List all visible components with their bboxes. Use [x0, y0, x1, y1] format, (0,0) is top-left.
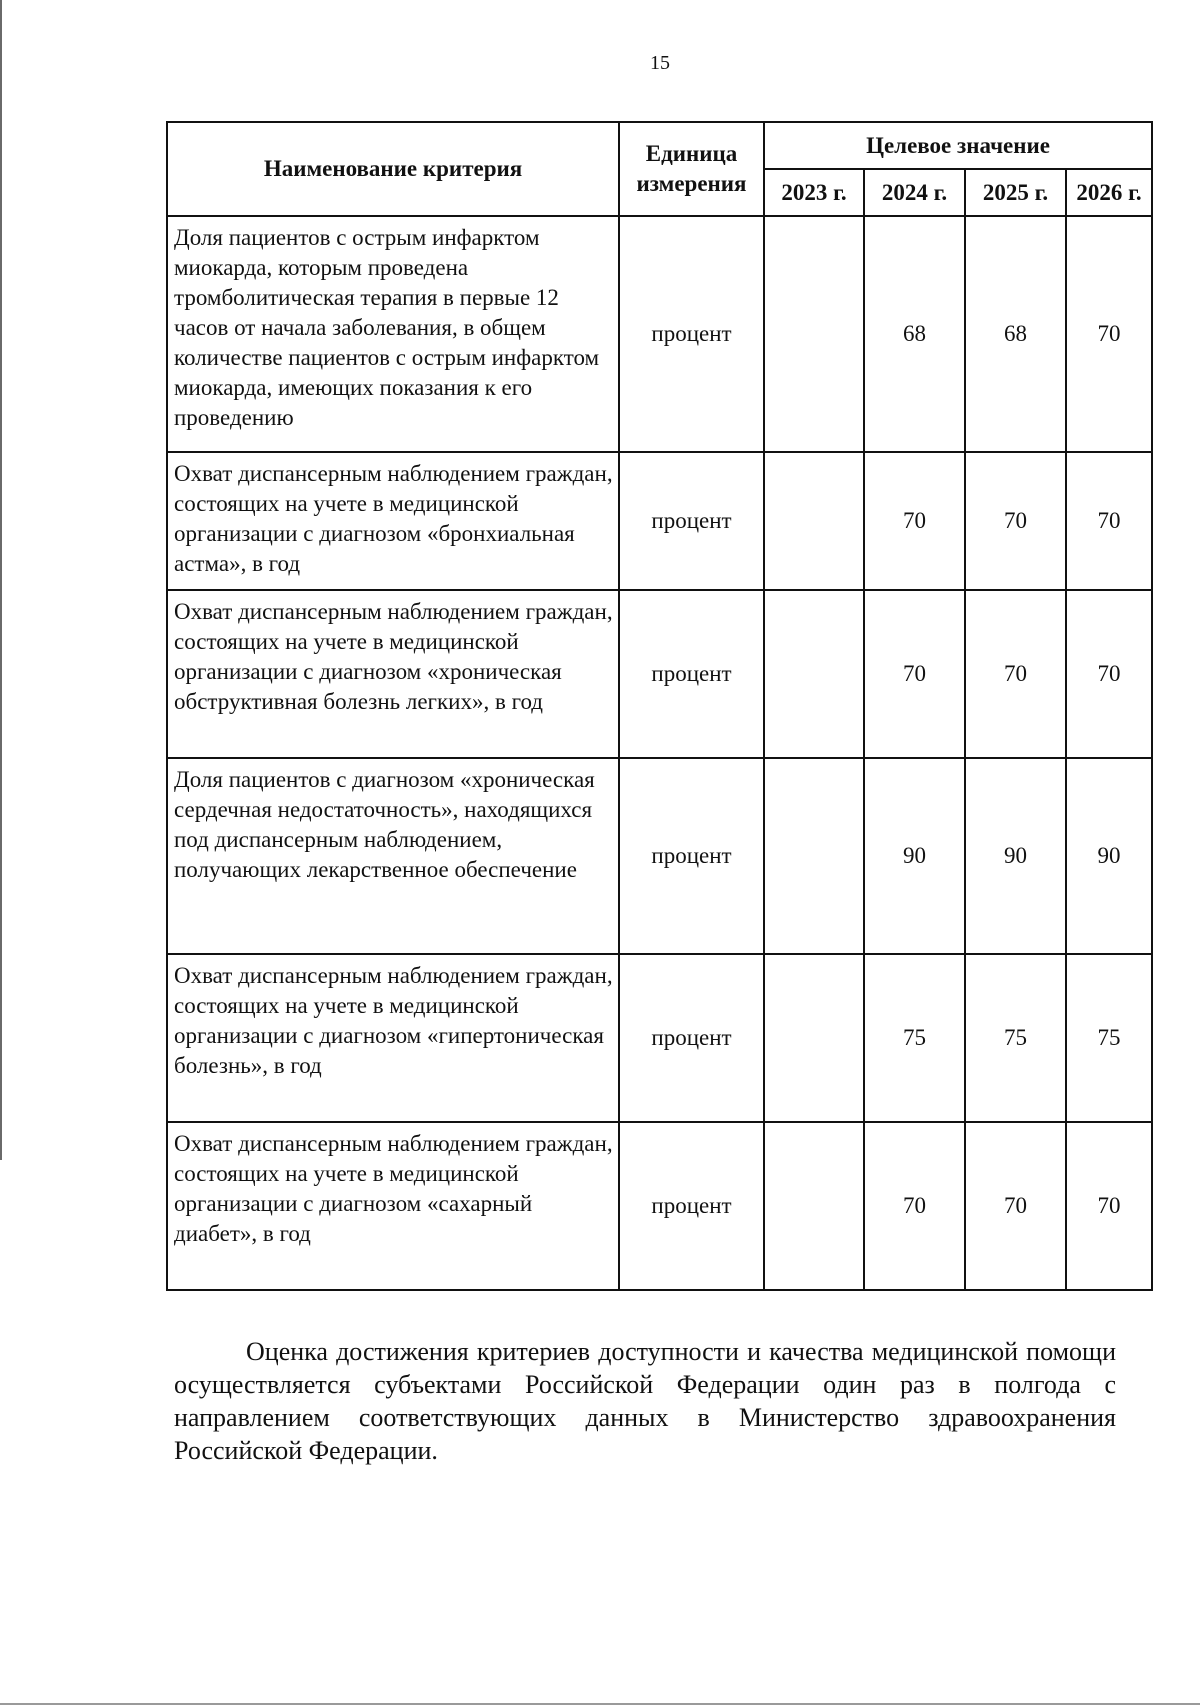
header-unit: Единица измерения [619, 122, 764, 216]
value-2026: 70 [1066, 590, 1152, 758]
table-row [167, 758, 1152, 954]
value-2023 [764, 954, 864, 1122]
value-2026: 70 [1066, 1122, 1152, 1290]
value-2025: 70 [965, 1122, 1066, 1290]
table-row [167, 954, 1152, 1122]
criterion-unit: процент [619, 590, 764, 758]
table-row [167, 590, 1152, 758]
criterion-name: Охват диспансерным наблюдением граждан, состоящих на учете в медицинской организации с диагнозом «хроническая обструктивная болезнь легких», в год [167, 590, 619, 758]
value-2024: 75 [864, 954, 965, 1122]
table-row [167, 1122, 1152, 1290]
criterion-unit: процент [619, 452, 764, 590]
value-2025: 68 [965, 216, 1066, 452]
value-2025: 75 [965, 954, 1066, 1122]
value-2023 [764, 590, 864, 758]
value-2024: 70 [864, 590, 965, 758]
criteria-table [166, 121, 1153, 1291]
value-2026: 90 [1066, 758, 1152, 954]
value-2024: 70 [864, 452, 965, 590]
criterion-unit: процент [619, 954, 764, 1122]
value-2024: 68 [864, 216, 965, 452]
value-2025: 70 [965, 590, 1066, 758]
criterion-unit: процент [619, 758, 764, 954]
value-2024: 70 [864, 1122, 965, 1290]
page-number: 15 [650, 52, 670, 74]
value-2023 [764, 216, 864, 452]
header-year-2026: 2026 г. [1066, 169, 1152, 216]
value-2025: 70 [965, 452, 1066, 590]
criterion-unit: процент [619, 1122, 764, 1290]
header-year-2025: 2025 г. [965, 169, 1066, 216]
value-2024: 90 [864, 758, 965, 954]
criterion-name: Охват диспансерным наблюдением граждан, состоящих на учете в медицинской организации с диагнозом «сахарный диабет», в год [167, 1122, 619, 1290]
criterion-name: Охват диспансерным наблюдением граждан, состоящих на учете в медицинской организации с диагнозом «бронхиальная астма», в год [167, 452, 619, 590]
value-2026: 70 [1066, 452, 1152, 590]
criterion-name: Охват диспансерным наблюдением граждан, состоящих на учете в медицинской организации с диагнозом «гипертоническая болезнь», в год [167, 954, 619, 1122]
value-2023 [764, 452, 864, 590]
value-2025: 90 [965, 758, 1066, 954]
value-2023 [764, 1122, 864, 1290]
value-2026: 70 [1066, 216, 1152, 452]
header-target-value: Целевое значение [764, 122, 1152, 169]
assessment-paragraph: Оценка достижения критериев доступности и качества медицинской помощи осуществляется субъектами Российской Федерации один раз в полгода с направлением соответствующих данных в Министерство здравоохранения Российской Федерации. [174, 1337, 1116, 1465]
scan-edge-left [0, 0, 2, 1160]
value-2026: 75 [1066, 954, 1152, 1122]
criterion-unit: процент [619, 216, 764, 452]
header-year-2023: 2023 г. [764, 169, 864, 216]
table-row [167, 452, 1152, 590]
criterion-name: Доля пациентов с острым инфарктом миокарда, которым проведена тромболитическая терапия в первые 12 часов от начала заболевания, в общем количестве пациентов с острым инфарктом миокарда, имеющих показания к его проведению [167, 216, 619, 452]
header-criterion-name: Наименование критерия [167, 122, 619, 216]
value-2023 [764, 758, 864, 954]
table-row [167, 216, 1152, 452]
criterion-name: Доля пациентов с диагнозом «хроническая сердечная недостаточность», находящихся под диспансерным наблюдением, получающих лекарственное обеспечение [167, 758, 619, 954]
header-row-top [167, 122, 1152, 169]
header-year-2024: 2024 г. [864, 169, 965, 216]
